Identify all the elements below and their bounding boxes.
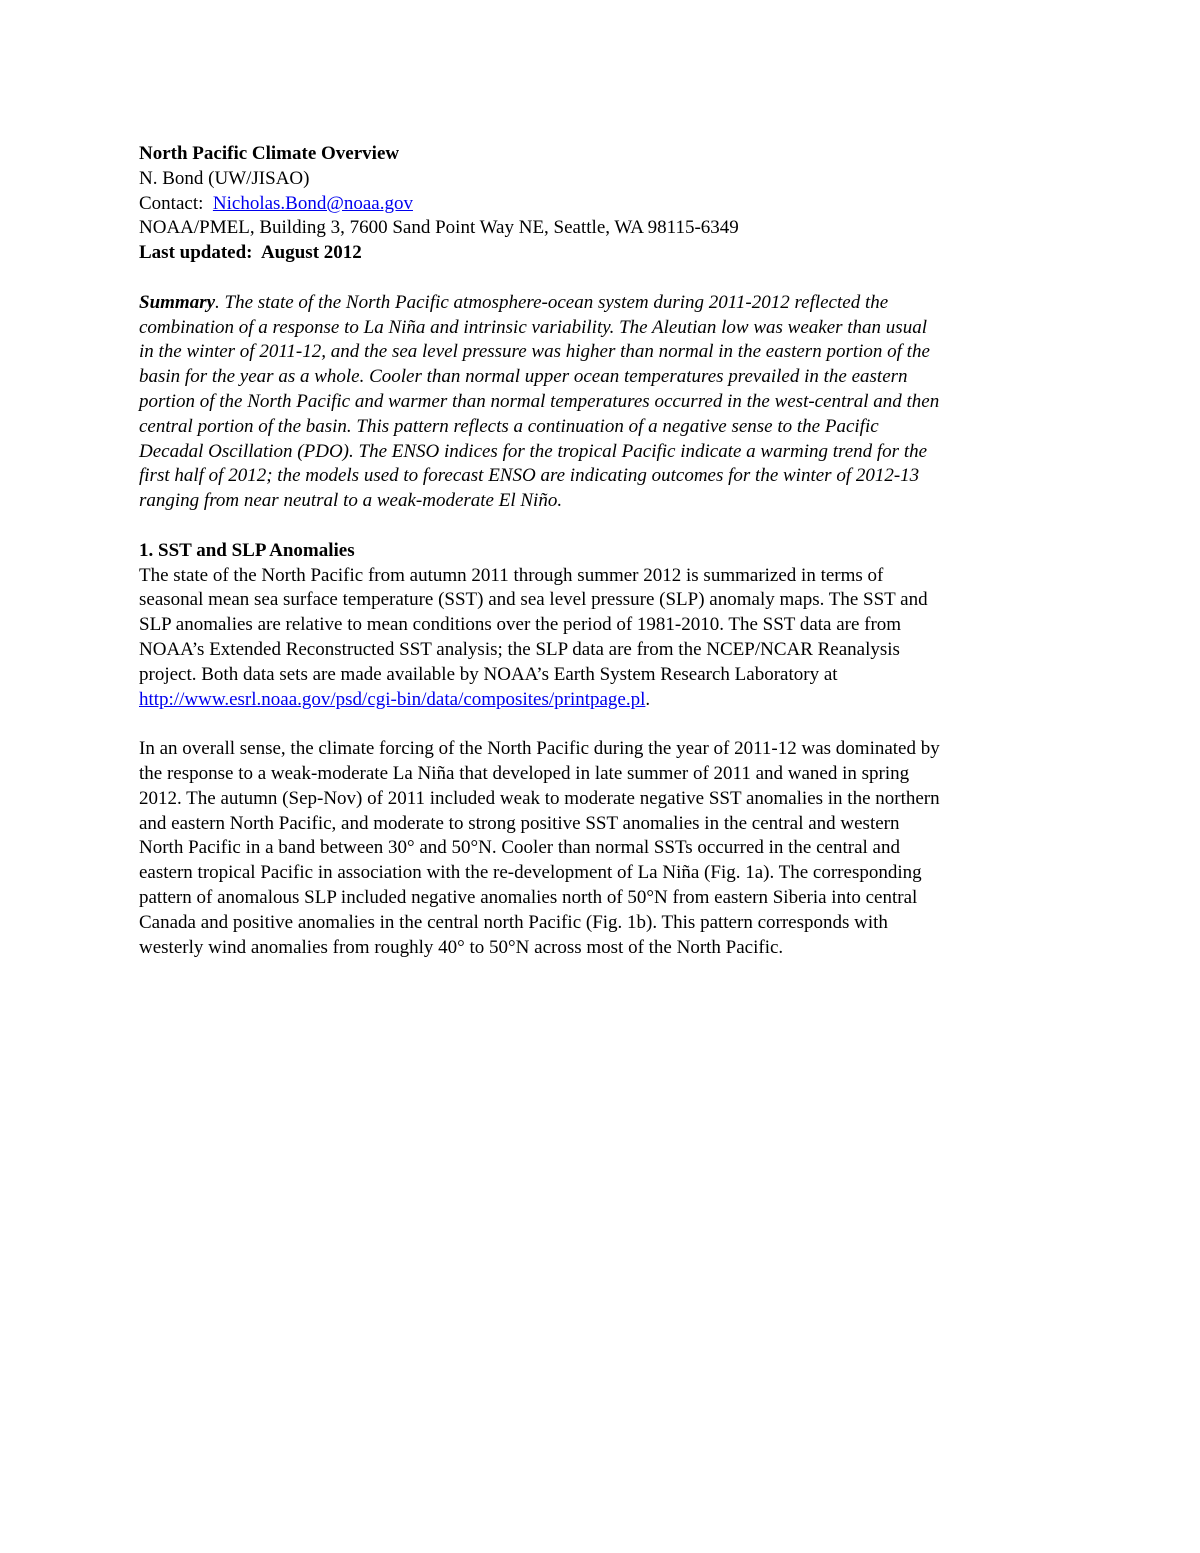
contact-email-link[interactable]: Nicholas.Bond@noaa.gov (212, 192, 413, 214)
link-suffix: . (645, 688, 651, 710)
summary-line: basin for the year as a whole. Cooler than normal upper ocean temperatures prevailed in the eastern (139, 366, 908, 388)
paragraph-line: The state of the North Pacific from autumn 2011 through summer 2012 is summarized in terms of (139, 564, 884, 586)
paragraph-line: 2012. The autumn (Sep-Nov) of 2011 included weak to moderate negative SST anomalies in the northern (139, 787, 940, 809)
summary-paragraph (139, 291, 1064, 514)
spacer (139, 514, 1064, 539)
paragraph-line: and eastern North Pacific, and moderate to strong positive SST anomalies in the central and western (139, 812, 900, 834)
address-line: NOAA/PMEL, Building 3, 7600 Sand Point Way NE, Seattle, WA 98115-6349 (139, 217, 739, 239)
paragraph-line: westerly wind anomalies from roughly 40° to 50°N across most of the North Pacific. (139, 936, 784, 958)
contact-label: Contact: (139, 192, 204, 214)
summary-line: first half of 2012; the models used to forecast ENSO are indicating outcomes for the winter of 2012-13 (139, 465, 920, 487)
summary-line: in the winter of 2011-12, and the sea level pressure was higher than normal in the eastern portion of the (139, 341, 930, 363)
summary-line-1 (139, 291, 1064, 316)
summary-label: Summary (139, 291, 216, 313)
document-page (139, 142, 1064, 960)
last-updated-line (139, 241, 1064, 266)
paragraph-line: North Pacific in a band between 30° and 50°N. Cooler than normal SSTs occurred in the central and (139, 837, 900, 859)
paragraph-line: eastern tropical Pacific in association with the re-development of La Niña (Fig. 1a). The corresponding (139, 862, 922, 884)
summary-line: Decadal Oscillation (PDO). The ENSO indices for the tropical Pacific indicate a warming trend for the (139, 440, 928, 462)
document-title: North Pacific Climate Overview (139, 143, 400, 164)
paragraph-line: In an overall sense, the climate forcing of the North Pacific during the year of 2011-12 was dominated by (139, 738, 940, 760)
paragraph-line: NOAA’s Extended Reconstructed SST analysis; the SLP data are from the NCEP/NCAR Reanalysis (139, 638, 900, 660)
spacer (139, 712, 1064, 737)
section1-paragraph-1 (139, 564, 1064, 713)
summary-line: ranging from near neutral to a weak-moderate El Niño. (139, 490, 563, 512)
paragraph-line: Canada and positive anomalies in the central north Pacific (Fig. 1b). This pattern corresponds with (139, 911, 888, 933)
paragraph-line: pattern of anomalous SLP included negative anomalies north of 50°N from eastern Siberia into central (139, 886, 918, 908)
section1-paragraph-2 (139, 737, 1064, 960)
last-updated-value: August 2012 (260, 242, 362, 264)
paragraph-line: the response to a weak-moderate La Niña that developed in late summer of 2011 and waned in spring (139, 762, 910, 784)
contact-line (139, 192, 1064, 217)
paragraph-line: seasonal mean sea surface temperature (SST) and sea level pressure (SLP) anomaly maps. The SST and (139, 589, 928, 611)
summary-text: . The state of the North Pacific atmosphere-ocean system during 2011-2012 reflected the (215, 291, 889, 313)
link-line (139, 688, 1064, 713)
section-heading: 1. SST and SLP Anomalies (139, 539, 355, 561)
esrl-composites-link[interactable]: http://www.esrl.noaa.gov/psd/cgi-bin/data/composites/printpage.pl (139, 688, 646, 710)
paragraph-line: SLP anomalies are relative to mean conditions over the period of 1981-2010. The SST data are from (139, 614, 902, 636)
paragraph-line: project. Both data sets are made available by NOAA’s Earth System Research Laboratory at (139, 663, 838, 685)
author-line: N. Bond (UW/JISAO) (139, 167, 310, 189)
summary-line: portion of the North Pacific and warmer than normal temperatures occurred in the west-central and then (139, 390, 940, 412)
summary-line: central portion of the basin. This pattern reflects a continuation of a negative sense to the Pacific (139, 415, 879, 437)
spacer (139, 266, 1064, 291)
summary-line: combination of a response to La Niña and intrinsic variability. The Aleutian low was weaker than usual (139, 316, 927, 338)
last-updated-label: Last updated: (139, 242, 253, 264)
